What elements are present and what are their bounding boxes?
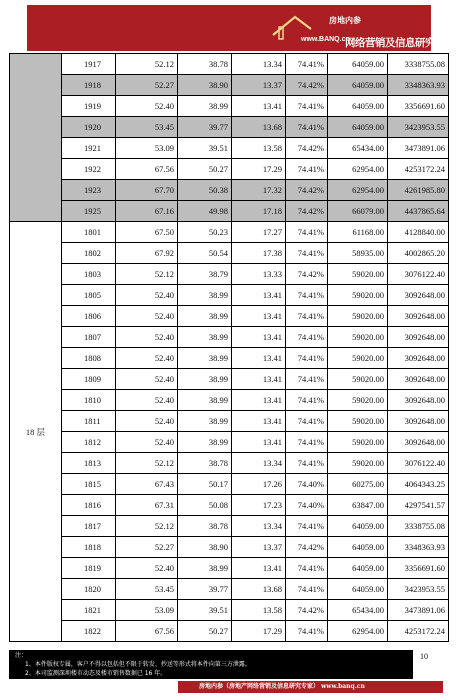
unit-price: 59020.00 <box>328 453 388 474</box>
note-line-2: 2、本司监测深圳楼市动态及楼市销售数据已 16 年。 <box>25 670 167 677</box>
inner-area: 39.77 <box>178 579 232 600</box>
footer-bar: 房地内参（房地产网络营销及信息研究专家） www.banq.cn <box>178 681 443 693</box>
shared-area: 13.68 <box>232 117 286 138</box>
efficiency-rate: 74.42% <box>286 75 328 96</box>
total-price: 4002865.20 <box>388 243 449 264</box>
unit-price: 66079.00 <box>328 201 388 222</box>
shared-area: 17.18 <box>232 201 286 222</box>
total-price: 3423953.55 <box>388 579 449 600</box>
inner-area: 39.51 <box>178 600 232 621</box>
building-area: 52.40 <box>116 348 178 369</box>
unit-price: 59020.00 <box>328 369 388 390</box>
unit-number: 1822 <box>62 621 116 642</box>
unit-price: 59020.00 <box>328 348 388 369</box>
inner-area: 50.23 <box>178 222 232 243</box>
table-row <box>10 180 449 201</box>
inner-area: 38.90 <box>178 537 232 558</box>
building-area: 53.09 <box>116 138 178 159</box>
shared-area: 13.41 <box>232 558 286 579</box>
total-price: 3092648.00 <box>388 327 449 348</box>
total-price: 4253172.24 <box>388 159 449 180</box>
shared-area: 17.27 <box>232 222 286 243</box>
shared-area: 13.41 <box>232 432 286 453</box>
efficiency-rate: 74.41% <box>286 369 328 390</box>
unit-number: 1810 <box>62 390 116 411</box>
unit-price: 59020.00 <box>328 432 388 453</box>
table-row <box>10 285 449 306</box>
building-area: 52.40 <box>116 96 178 117</box>
inner-area: 38.99 <box>178 558 232 579</box>
unit-number: 1920 <box>62 117 116 138</box>
total-price: 3473891.06 <box>388 138 449 159</box>
unit-price: 64059.00 <box>328 579 388 600</box>
total-price: 3348363.93 <box>388 537 449 558</box>
efficiency-rate: 74.42% <box>286 264 328 285</box>
total-price: 3356691.60 <box>388 558 449 579</box>
table-row <box>10 516 449 537</box>
total-price: 3092648.00 <box>388 348 449 369</box>
unit-price: 64059.00 <box>328 96 388 117</box>
shared-area: 17.29 <box>232 159 286 180</box>
efficiency-rate: 74.41% <box>286 243 328 264</box>
efficiency-rate: 74.41% <box>286 159 328 180</box>
unit-price: 64059.00 <box>328 54 388 75</box>
table-row <box>10 327 449 348</box>
inner-area: 38.78 <box>178 54 232 75</box>
table-body <box>10 54 449 642</box>
shared-area: 13.58 <box>232 600 286 621</box>
unit-price: 64059.00 <box>328 75 388 96</box>
shared-area: 13.41 <box>232 390 286 411</box>
total-price: 3092648.00 <box>388 306 449 327</box>
total-price: 3473891.06 <box>388 600 449 621</box>
header-banner <box>27 5 455 51</box>
shared-area: 13.41 <box>232 306 286 327</box>
shared-area: 17.29 <box>232 621 286 642</box>
building-area: 52.40 <box>116 285 178 306</box>
building-area: 52.27 <box>116 75 178 96</box>
shared-area: 17.38 <box>232 243 286 264</box>
unit-number: 1921 <box>62 138 116 159</box>
total-price: 3338755.08 <box>388 516 449 537</box>
efficiency-rate: 74.41% <box>286 558 328 579</box>
building-area: 52.40 <box>116 432 178 453</box>
sales-table <box>9 53 449 642</box>
table-row <box>10 390 449 411</box>
total-price: 3348363.93 <box>388 75 449 96</box>
unit-price: 59020.00 <box>328 306 388 327</box>
efficiency-rate: 74.41% <box>286 621 328 642</box>
efficiency-rate: 74.41% <box>286 222 328 243</box>
unit-number: 1802 <box>62 243 116 264</box>
inner-area: 38.78 <box>178 516 232 537</box>
building-area: 67.16 <box>116 201 178 222</box>
building-area: 52.27 <box>116 537 178 558</box>
note-title: 注： <box>15 652 28 659</box>
building-area: 67.92 <box>116 243 178 264</box>
unit-price: 59020.00 <box>328 327 388 348</box>
unit-number: 1807 <box>62 327 116 348</box>
building-area: 52.40 <box>116 558 178 579</box>
unit-price: 60275.00 <box>328 474 388 495</box>
unit-price: 64059.00 <box>328 516 388 537</box>
efficiency-rate: 74.41% <box>286 327 328 348</box>
efficiency-rate: 74.42% <box>286 138 328 159</box>
efficiency-rate: 74.41% <box>286 348 328 369</box>
table-row <box>10 432 449 453</box>
efficiency-rate: 74.42% <box>286 600 328 621</box>
efficiency-rate: 74.40% <box>286 474 328 495</box>
shared-area: 13.68 <box>232 579 286 600</box>
efficiency-rate: 74.41% <box>286 432 328 453</box>
inner-area: 50.54 <box>178 243 232 264</box>
table-row <box>10 453 449 474</box>
table-row <box>10 369 449 390</box>
building-area: 67.31 <box>116 495 178 516</box>
inner-area: 38.99 <box>178 432 232 453</box>
building-area: 52.40 <box>116 390 178 411</box>
unit-number: 1923 <box>62 180 116 201</box>
building-area: 67.56 <box>116 159 178 180</box>
note-line-1: 1、本件版权专属，客户不得以包括但不限于转发、抄送等形式将本件向第三方泄露。 <box>25 661 251 668</box>
table-row <box>10 243 449 264</box>
building-area: 67.50 <box>116 222 178 243</box>
table-row <box>10 621 449 642</box>
efficiency-rate: 74.41% <box>286 516 328 537</box>
unit-price: 62954.00 <box>328 180 388 201</box>
unit-price: 65434.00 <box>328 600 388 621</box>
efficiency-rate: 74.41% <box>286 390 328 411</box>
unit-number: 1918 <box>62 75 116 96</box>
building-area: 67.56 <box>116 621 178 642</box>
unit-number: 1821 <box>62 600 116 621</box>
unit-price: 64059.00 <box>328 537 388 558</box>
unit-number: 1812 <box>62 432 116 453</box>
unit-number: 1819 <box>62 558 116 579</box>
unit-price: 62954.00 <box>328 159 388 180</box>
logo-text: 房地内参 <box>329 15 361 25</box>
unit-price: 64059.00 <box>328 558 388 579</box>
inner-area: 38.99 <box>178 285 232 306</box>
building-area: 52.40 <box>116 369 178 390</box>
building-area: 53.09 <box>116 600 178 621</box>
building-area: 67.70 <box>116 180 178 201</box>
building-area: 52.40 <box>116 327 178 348</box>
total-price: 4128840.00 <box>388 222 449 243</box>
table-row <box>10 537 449 558</box>
unit-price: 59020.00 <box>328 264 388 285</box>
efficiency-rate: 74.41% <box>286 453 328 474</box>
inner-area: 38.99 <box>178 327 232 348</box>
efficiency-rate: 74.41% <box>286 96 328 117</box>
unit-price: 62954.00 <box>328 621 388 642</box>
table-row <box>10 117 449 138</box>
efficiency-rate: 74.41% <box>286 306 328 327</box>
table-row <box>10 411 449 432</box>
table-row <box>10 495 449 516</box>
table-row <box>10 306 449 327</box>
shared-area: 13.41 <box>232 327 286 348</box>
building-area: 53.45 <box>116 579 178 600</box>
unit-number: 1817 <box>62 516 116 537</box>
building-area: 52.40 <box>116 411 178 432</box>
shared-area: 17.23 <box>232 495 286 516</box>
efficiency-rate: 74.41% <box>286 285 328 306</box>
unit-number: 1813 <box>62 453 116 474</box>
inner-area: 38.99 <box>178 411 232 432</box>
shared-area: 17.32 <box>232 180 286 201</box>
unit-number: 1816 <box>62 495 116 516</box>
unit-price: 65434.00 <box>328 138 388 159</box>
table-row <box>10 201 449 222</box>
inner-area: 39.77 <box>178 117 232 138</box>
table-row <box>10 138 449 159</box>
building-area: 52.12 <box>116 54 178 75</box>
shared-area: 13.33 <box>232 264 286 285</box>
efficiency-rate: 74.42% <box>286 201 328 222</box>
table-row <box>10 54 449 75</box>
unit-number: 1811 <box>62 411 116 432</box>
inner-area: 50.08 <box>178 495 232 516</box>
footer-note <box>9 650 413 679</box>
table-row <box>10 264 449 285</box>
total-price: 3092648.00 <box>388 285 449 306</box>
unit-price: 58935.00 <box>328 243 388 264</box>
building-area: 53.45 <box>116 117 178 138</box>
shared-area: 13.34 <box>232 453 286 474</box>
unit-number: 1917 <box>62 54 116 75</box>
shared-area: 13.34 <box>232 516 286 537</box>
unit-number: 1808 <box>62 348 116 369</box>
inner-area: 38.99 <box>178 369 232 390</box>
inner-area: 38.90 <box>178 75 232 96</box>
table-row <box>10 600 449 621</box>
page-number: 10 <box>420 652 428 661</box>
efficiency-rate: 74.40% <box>286 495 328 516</box>
total-price: 4064343.25 <box>388 474 449 495</box>
total-price: 3092648.00 <box>388 369 449 390</box>
inner-area: 38.99 <box>178 96 232 117</box>
shared-area: 13.41 <box>232 96 286 117</box>
shared-area: 13.37 <box>232 75 286 96</box>
inner-area: 38.78 <box>178 453 232 474</box>
inner-area: 38.79 <box>178 264 232 285</box>
floor-label: 18 层 <box>10 222 62 642</box>
shared-area: 13.41 <box>232 285 286 306</box>
site-url[interactable]: www.BANQ.cn <box>301 36 350 43</box>
unit-price: 64059.00 <box>328 117 388 138</box>
unit-number: 1803 <box>62 264 116 285</box>
sales-table-wrap <box>9 53 448 644</box>
unit-number: 1922 <box>62 159 116 180</box>
table-row <box>10 222 449 243</box>
unit-number: 1806 <box>62 306 116 327</box>
efficiency-rate: 74.41% <box>286 411 328 432</box>
shared-area: 13.41 <box>232 411 286 432</box>
unit-price: 59020.00 <box>328 390 388 411</box>
shared-area: 13.58 <box>232 138 286 159</box>
table-row <box>10 159 449 180</box>
total-price: 4437865.64 <box>388 201 449 222</box>
shared-area: 13.41 <box>232 369 286 390</box>
total-price: 3092648.00 <box>388 432 449 453</box>
table-row <box>10 96 449 117</box>
unit-number: 1805 <box>62 285 116 306</box>
shared-area: 13.34 <box>232 54 286 75</box>
unit-price: 59020.00 <box>328 411 388 432</box>
unit-number: 1919 <box>62 96 116 117</box>
table-row <box>10 474 449 495</box>
slogan: 网络营销及信息研究专家 <box>345 37 455 49</box>
building-area: 67.43 <box>116 474 178 495</box>
total-price: 3092648.00 <box>388 390 449 411</box>
unit-price: 61168.00 <box>328 222 388 243</box>
table-row <box>10 579 449 600</box>
building-area: 52.12 <box>116 516 178 537</box>
total-price: 3423953.55 <box>388 117 449 138</box>
unit-price: 63847.00 <box>328 495 388 516</box>
unit-number: 1820 <box>62 579 116 600</box>
table-row <box>10 558 449 579</box>
total-price: 4261985.80 <box>388 180 449 201</box>
shared-area: 13.37 <box>232 537 286 558</box>
unit-number: 1809 <box>62 369 116 390</box>
inner-area: 50.17 <box>178 474 232 495</box>
efficiency-rate: 74.41% <box>286 117 328 138</box>
efficiency-rate: 74.42% <box>286 537 328 558</box>
inner-area: 38.99 <box>178 306 232 327</box>
inner-area: 50.38 <box>178 180 232 201</box>
building-area: 52.40 <box>116 306 178 327</box>
inner-area: 49.98 <box>178 201 232 222</box>
unit-number: 1818 <box>62 537 116 558</box>
total-price: 3076122.40 <box>388 453 449 474</box>
table-row <box>10 75 449 96</box>
inner-area: 50.27 <box>178 159 232 180</box>
table-row <box>10 348 449 369</box>
floor-label <box>10 54 62 222</box>
building-area: 52.12 <box>116 453 178 474</box>
efficiency-rate: 74.42% <box>286 180 328 201</box>
inner-area: 39.51 <box>178 138 232 159</box>
total-price: 3076122.40 <box>388 264 449 285</box>
efficiency-rate: 74.41% <box>286 579 328 600</box>
unit-number: 1925 <box>62 201 116 222</box>
efficiency-rate: 74.41% <box>286 54 328 75</box>
total-price: 4253172.24 <box>388 621 449 642</box>
unit-price: 59020.00 <box>328 285 388 306</box>
building-area: 52.12 <box>116 264 178 285</box>
total-price: 3338755.08 <box>388 54 449 75</box>
unit-number: 1801 <box>62 222 116 243</box>
total-price: 3356691.60 <box>388 96 449 117</box>
inner-area: 50.27 <box>178 621 232 642</box>
shared-area: 13.41 <box>232 348 286 369</box>
shared-area: 17.26 <box>232 474 286 495</box>
inner-area: 38.99 <box>178 348 232 369</box>
total-price: 4297541.57 <box>388 495 449 516</box>
total-price: 3092648.00 <box>388 411 449 432</box>
unit-number: 1815 <box>62 474 116 495</box>
inner-area: 38.99 <box>178 390 232 411</box>
